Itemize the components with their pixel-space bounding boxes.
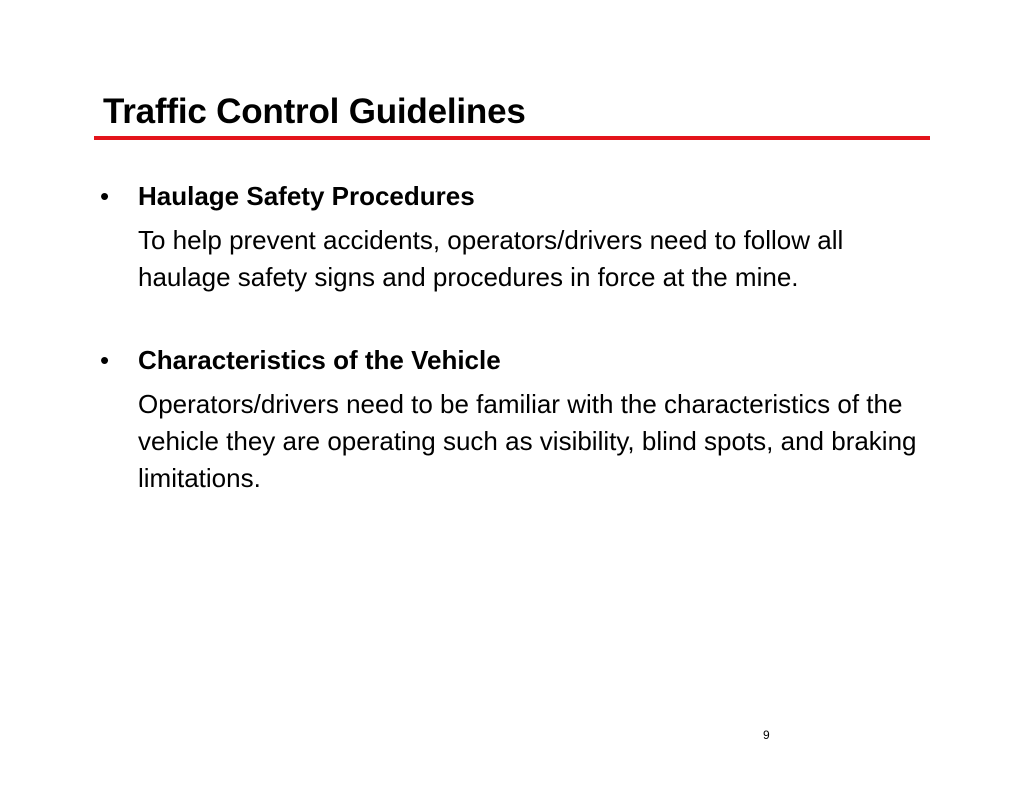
bullet-item [100, 176, 930, 296]
bullet-body: Operators/drivers need to be familiar with the characteristics of the vehicle they are operating such as visibility, blind spots, and braking limitations. [138, 389, 917, 493]
slide-title: Traffic Control Guidelines [103, 92, 526, 131]
page-number: 9 [763, 728, 770, 742]
bullet-heading: Characteristics of the Vehicle [138, 345, 501, 375]
bullet-item [100, 340, 930, 497]
bullet-heading: Haulage Safety Procedures [138, 181, 475, 211]
bullet-list [100, 176, 930, 497]
bullet-body: To help prevent accidents, operators/drivers need to follow all haulage safety signs and procedures in force at the mine. [138, 225, 844, 292]
bullet-dot: • [100, 345, 110, 375]
bullet-dot: • [100, 181, 110, 211]
title-underline [94, 136, 930, 140]
